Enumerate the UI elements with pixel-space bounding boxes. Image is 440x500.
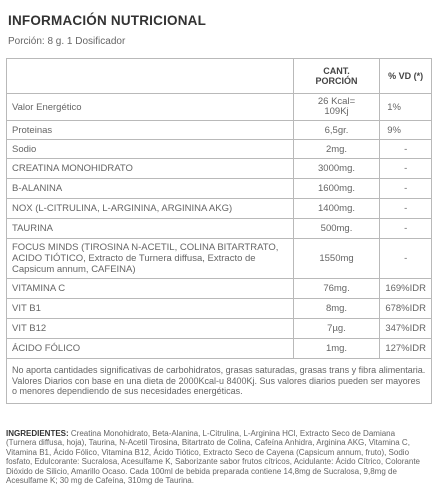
nutrient-name: Valor Energético: [7, 94, 294, 121]
nutrient-name: VITAMINA C: [7, 279, 294, 299]
nutrient-vd: -: [380, 239, 432, 279]
header-vd: % VD (*): [380, 59, 432, 94]
table-row: [7, 279, 432, 299]
nutrient-vd: 127%IDR: [380, 339, 432, 359]
nutrient-amount: 26 Kcal= 109Kj: [293, 94, 380, 121]
table-row: [7, 140, 432, 159]
ingredients-text: Creatina Monohidrato, Beta-Alanina, L-Citrulina, L-Arginina HCl, Extracto Seco de Damiana (Turnera diffusa, hoja), Taurina, N-Acetil Tirosina, Bitartrato de Colina, Cafeína Anhidra, Arginina AKG, Vitamina C, Vitamina B1, Ácido Fólico, Vitamina B12, Ácido Tiótico, Extracto Seco de Cayena (Capsicum annum, fruto), Sodio fosfato, Edulcorante: Sucralosa, Acesulfame K, Saborizante sabor frutos cítricos, Acidulante: Ácido Cítrico, Colorante Dióxido de Silicio, Amarillo Ocaso. Cada 100ml de bebida preparada contiene 14,8mg de Sucralosa, 9,8mg de Acesulfame K; 30 mg de Cafeína, 310mg de Taurina.: [6, 429, 420, 486]
ingredients-label: INGREDIENTES:: [6, 429, 69, 438]
nutrient-name: VIT B1: [7, 299, 294, 319]
table-row: [7, 239, 432, 279]
nutrient-amount: 7µg.: [293, 319, 380, 339]
nutrient-amount: 1400mg.: [293, 199, 380, 219]
table-row: [7, 339, 432, 359]
nutrient-name: Proteinas: [7, 121, 294, 140]
table-footnote: No aporta cantidades significativas de carbohidratos, grasas saturadas, grasas trans y fibra alimentaria. Valores Diarios con base en una dieta de 2000Kcal-u 8400Kj. Sus valores diarios pueden ser mayores o menores dependiendo de sus necesidades energéticas.: [7, 359, 432, 404]
nutrient-amount: 76mg.: [293, 279, 380, 299]
header-amount: [293, 59, 380, 94]
nutrient-name: TAURINA: [7, 219, 294, 239]
portion-size: Porción: 8 g. 1 Dosificador: [8, 36, 126, 47]
table-row: [7, 199, 432, 219]
nutrient-amount: 8mg.: [293, 299, 380, 319]
nutrient-vd: 678%IDR: [380, 299, 432, 319]
table-row: [7, 94, 432, 121]
header-amount-line2: PORCIÓN: [315, 76, 358, 86]
nutrient-amount: 2mg.: [293, 140, 380, 159]
nutrient-amount: 3000mg.: [293, 159, 380, 179]
panel-title: INFORMACIÓN NUTRICIONAL: [8, 13, 207, 28]
table-row: [7, 319, 432, 339]
nutrient-amount: 6,5gr.: [293, 121, 380, 140]
nutrient-amount: 500mg.: [293, 219, 380, 239]
nutrient-name: VIT B12: [7, 319, 294, 339]
nutrient-vd: -: [380, 219, 432, 239]
nutrient-name: B-ALANINA: [7, 179, 294, 199]
table-header-row: [7, 59, 432, 94]
nutrient-amount: 1600mg.: [293, 179, 380, 199]
nutrient-vd: 347%IDR: [380, 319, 432, 339]
nutrient-name: Sodio: [7, 140, 294, 159]
nutrient-amount: 1550mg: [293, 239, 380, 279]
nutrition-table: [6, 58, 432, 404]
table-row: [7, 299, 432, 319]
nutrient-vd: 1%: [380, 94, 432, 121]
nutrient-amount: 1mg.: [293, 339, 380, 359]
nutrient-vd: -: [380, 179, 432, 199]
table-row: [7, 121, 432, 140]
nutrient-vd: -: [380, 140, 432, 159]
table-row: [7, 219, 432, 239]
nutrient-name: CREATINA MONOHIDRATO: [7, 159, 294, 179]
footnote-row: [7, 359, 432, 404]
table-row: [7, 159, 432, 179]
header-nutrient: [7, 59, 294, 94]
table-row: [7, 179, 432, 199]
nutrient-vd: 169%IDR: [380, 279, 432, 299]
nutrient-vd: -: [380, 159, 432, 179]
header-amount-line1: CANT.: [323, 66, 350, 76]
nutrient-name: NOX (L-CITRULINA, L-ARGININA, ARGININA AKG): [7, 199, 294, 219]
ingredients: [6, 429, 422, 485]
nutrient-vd: 9%: [380, 121, 432, 140]
nutrient-name: FOCUS MINDS (TIROSINA N-ACETIL, COLINA BITARTRATO, ACIDO TIÓTICO, Extracto de Turnera diffusa, Extracto de Capsicum annum, CAFEINA): [7, 239, 294, 279]
nutrient-vd: -: [380, 199, 432, 219]
table-body: [7, 94, 432, 359]
nutrient-name: ÁCIDO FÓLICO: [7, 339, 294, 359]
